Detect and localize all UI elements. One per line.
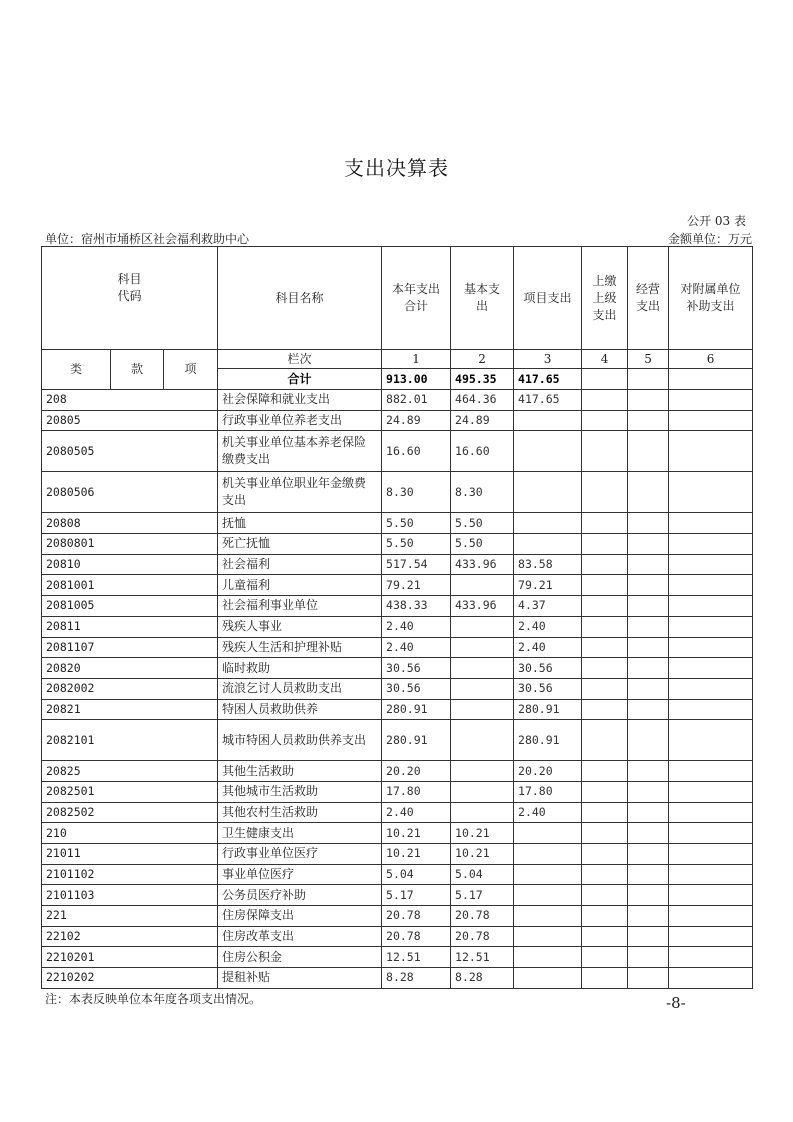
empty-cell	[669, 947, 753, 968]
header-lei: 类	[42, 350, 111, 390]
project-cell	[514, 968, 582, 989]
total-cell: 517.54	[382, 554, 451, 575]
empty-cell	[669, 906, 753, 927]
empty-cell	[628, 823, 669, 844]
name-cell: 社会福利	[218, 554, 382, 575]
empty-cell	[669, 390, 753, 411]
project-cell: 17.80	[514, 781, 582, 802]
total-basic: 495.35	[451, 369, 514, 390]
project-cell	[514, 906, 582, 927]
code-cell: 2081107	[42, 637, 218, 658]
total-cell: 20.20	[382, 761, 451, 782]
code-cell: 2210202	[42, 968, 218, 989]
empty-cell	[582, 678, 628, 699]
total-label: 合计	[218, 369, 382, 390]
empty-cell	[582, 947, 628, 968]
project-cell: 2.40	[514, 802, 582, 823]
project-cell: 79.21	[514, 575, 582, 596]
empty-cell	[628, 802, 669, 823]
project-cell: 417.65	[514, 390, 582, 411]
empty-cell	[628, 637, 669, 658]
empty-cell	[582, 390, 628, 411]
project-cell	[514, 410, 582, 431]
name-cell: 社会保障和就业支出	[218, 390, 382, 411]
basic-cell	[451, 761, 514, 782]
col-num: 1	[382, 350, 451, 369]
empty-cell	[669, 864, 753, 885]
table-row	[42, 844, 753, 865]
table-row	[42, 678, 753, 699]
basic-cell	[451, 678, 514, 699]
empty-cell	[582, 616, 628, 637]
empty-cell	[582, 513, 628, 534]
empty-cell	[628, 616, 669, 637]
empty-cell	[669, 596, 753, 617]
empty-cell	[582, 410, 628, 431]
empty-cell	[628, 864, 669, 885]
name-cell: 机关事业单位职业年金缴费支出	[218, 472, 382, 513]
empty-cell	[628, 885, 669, 906]
name-cell: 住房保障支出	[218, 906, 382, 927]
code-cell: 210	[42, 823, 218, 844]
name-cell: 提租补贴	[218, 968, 382, 989]
code-cell: 22102	[42, 926, 218, 947]
code-cell: 20810	[42, 554, 218, 575]
total-cell: 8.30	[382, 472, 451, 513]
empty-cell	[628, 554, 669, 575]
empty-cell	[669, 431, 753, 472]
basic-cell: 433.96	[451, 596, 514, 617]
code-cell: 2082101	[42, 720, 218, 761]
name-cell: 其他农村生活救助	[218, 802, 382, 823]
total-cell: 24.89	[382, 410, 451, 431]
name-cell: 卫生健康支出	[218, 823, 382, 844]
col-num: 6	[669, 350, 753, 369]
total-cell: 280.91	[382, 699, 451, 720]
header-subsidy: 对附属单位 补助支出	[669, 247, 753, 350]
empty-cell	[669, 410, 753, 431]
empty-cell	[582, 431, 628, 472]
table-row	[42, 802, 753, 823]
project-cell: 2.40	[514, 637, 582, 658]
empty-cell	[669, 761, 753, 782]
header-basic: 基本支 出	[451, 247, 514, 350]
total-cell: 30.56	[382, 658, 451, 679]
basic-cell	[451, 658, 514, 679]
basic-cell	[451, 616, 514, 637]
empty-cell	[669, 781, 753, 802]
empty-cell	[582, 637, 628, 658]
basic-cell: 10.21	[451, 823, 514, 844]
col-num: 5	[628, 350, 669, 369]
empty-cell	[628, 431, 669, 472]
name-cell: 社会福利事业单位	[218, 596, 382, 617]
code-cell: 2082002	[42, 678, 218, 699]
total-cell: 16.60	[382, 431, 451, 472]
total-cell: 882.01	[382, 390, 451, 411]
name-cell: 其他生活救助	[218, 761, 382, 782]
table-row	[42, 390, 753, 411]
total-cell: 20.78	[382, 926, 451, 947]
col-num: 3	[514, 350, 582, 369]
basic-cell: 464.36	[451, 390, 514, 411]
empty-cell	[582, 802, 628, 823]
basic-cell: 5.50	[451, 534, 514, 555]
empty-cell	[628, 390, 669, 411]
table-row	[42, 885, 753, 906]
project-cell	[514, 823, 582, 844]
name-cell: 死亡抚恤	[218, 534, 382, 555]
name-cell: 临时救助	[218, 658, 382, 679]
empty-cell	[669, 823, 753, 844]
empty-cell	[669, 637, 753, 658]
name-cell: 儿童福利	[218, 575, 382, 596]
table-row	[42, 534, 753, 555]
project-cell	[514, 513, 582, 534]
empty-cell	[582, 761, 628, 782]
basic-cell: 5.04	[451, 864, 514, 885]
form-number: 公开 03 表	[687, 214, 746, 228]
empty-cell	[582, 823, 628, 844]
code-cell: 2082502	[42, 802, 218, 823]
empty-cell	[582, 926, 628, 947]
code-cell: 2210201	[42, 947, 218, 968]
empty-cell	[582, 844, 628, 865]
basic-cell: 8.30	[451, 472, 514, 513]
table-row	[42, 410, 753, 431]
header-name: 科目名称	[218, 247, 382, 350]
total-cell: 2.40	[382, 637, 451, 658]
table-row	[42, 781, 753, 802]
project-cell	[514, 947, 582, 968]
name-cell: 行政事业单位医疗	[218, 844, 382, 865]
empty-cell	[669, 575, 753, 596]
empty-cell	[582, 720, 628, 761]
table-row	[42, 823, 753, 844]
project-cell: 4.37	[514, 596, 582, 617]
basic-cell	[451, 720, 514, 761]
empty-cell	[628, 596, 669, 617]
project-cell: 280.91	[514, 720, 582, 761]
total-project: 417.65	[514, 369, 582, 390]
project-cell: 30.56	[514, 678, 582, 699]
basic-cell	[451, 575, 514, 596]
empty-cell	[628, 968, 669, 989]
total-cell: 10.21	[382, 844, 451, 865]
empty-cell	[669, 968, 753, 989]
empty-cell	[582, 781, 628, 802]
header-code: 科目 代码	[42, 247, 218, 350]
total-cell: 79.21	[382, 575, 451, 596]
total-cell: 30.56	[382, 678, 451, 699]
basic-cell: 12.51	[451, 947, 514, 968]
empty-cell	[628, 844, 669, 865]
project-cell	[514, 534, 582, 555]
project-cell: 20.20	[514, 761, 582, 782]
header-xiang: 项	[164, 350, 218, 390]
empty-cell	[669, 885, 753, 906]
table-row	[42, 513, 753, 534]
empty-cell	[582, 885, 628, 906]
project-cell: 83.58	[514, 554, 582, 575]
total-cell: 5.50	[382, 513, 451, 534]
code-cell: 2080506	[42, 472, 218, 513]
table-row	[42, 575, 753, 596]
unit-label: 单位：宿州市埇桥区社会福利救助中心	[45, 232, 250, 246]
name-cell: 行政事业单位养老支出	[218, 410, 382, 431]
basic-cell	[451, 802, 514, 823]
empty-cell	[669, 720, 753, 761]
table-row	[42, 658, 753, 679]
table-row	[42, 616, 753, 637]
total-cell: 5.17	[382, 885, 451, 906]
name-cell: 事业单位医疗	[218, 864, 382, 885]
name-cell: 城市特困人员救助供养支出	[218, 720, 382, 761]
empty-cell	[582, 968, 628, 989]
table-row	[42, 596, 753, 617]
name-cell: 残疾人事业	[218, 616, 382, 637]
basic-cell	[451, 699, 514, 720]
empty-cell	[582, 699, 628, 720]
empty-cell	[628, 472, 669, 513]
page-number: -8-	[666, 994, 686, 1012]
empty-cell	[582, 554, 628, 575]
project-cell	[514, 844, 582, 865]
empty-cell	[628, 575, 669, 596]
total-cell: 17.80	[382, 781, 451, 802]
empty-cell	[582, 575, 628, 596]
code-cell: 2081001	[42, 575, 218, 596]
empty-cell	[669, 513, 753, 534]
table-row	[42, 699, 753, 720]
code-cell: 20808	[42, 513, 218, 534]
empty-cell	[582, 472, 628, 513]
name-cell: 特困人员救助供养	[218, 699, 382, 720]
empty-cell	[669, 802, 753, 823]
table-row	[42, 431, 753, 472]
name-cell: 公务员医疗补助	[218, 885, 382, 906]
empty-cell	[582, 864, 628, 885]
header-business: 经营 支出	[628, 247, 669, 350]
code-cell: 21011	[42, 844, 218, 865]
empty-cell	[669, 658, 753, 679]
empty-cell	[628, 534, 669, 555]
header-total: 本年支出 合计	[382, 247, 451, 350]
name-cell: 流浪乞讨人员救助支出	[218, 678, 382, 699]
empty-cell	[669, 844, 753, 865]
table-row	[42, 968, 753, 989]
table-row	[42, 761, 753, 782]
empty-cell	[628, 781, 669, 802]
page-title: 支出决算表	[344, 156, 449, 180]
empty-cell	[669, 678, 753, 699]
empty-cell	[669, 616, 753, 637]
money-unit: 金额单位：万元	[667, 232, 752, 246]
empty-cell	[628, 947, 669, 968]
total-cell: 12.51	[382, 947, 451, 968]
code-cell: 20805	[42, 410, 218, 431]
table-row	[42, 926, 753, 947]
total-cell: 438.33	[382, 596, 451, 617]
table-row	[42, 637, 753, 658]
code-cell: 2101103	[42, 885, 218, 906]
total-cell: 2.40	[382, 802, 451, 823]
basic-cell	[451, 637, 514, 658]
total-cell: 280.91	[382, 720, 451, 761]
total-cell: 2.40	[382, 616, 451, 637]
footnote: 注：本表反映单位本年度各项支出情况。	[45, 992, 262, 1006]
code-cell: 208	[42, 390, 218, 411]
header-lanci: 栏次	[218, 350, 382, 369]
empty-cell	[628, 410, 669, 431]
empty-cell	[628, 720, 669, 761]
basic-cell: 5.17	[451, 885, 514, 906]
expenditure-table	[41, 246, 753, 989]
code-cell: 20820	[42, 658, 218, 679]
basic-cell: 5.50	[451, 513, 514, 534]
code-cell: 2082501	[42, 781, 218, 802]
table-row	[42, 472, 753, 513]
empty-cell	[582, 534, 628, 555]
basic-cell	[451, 781, 514, 802]
empty-cell	[582, 906, 628, 927]
basic-cell: 10.21	[451, 844, 514, 865]
table-row	[42, 947, 753, 968]
basic-cell: 433.96	[451, 554, 514, 575]
empty-cell	[669, 926, 753, 947]
name-cell: 机关事业单位基本养老保险缴费支出	[218, 431, 382, 472]
empty-cell	[628, 658, 669, 679]
project-cell: 2.40	[514, 616, 582, 637]
table-row	[42, 554, 753, 575]
empty-cell	[582, 658, 628, 679]
basic-cell: 16.60	[451, 431, 514, 472]
empty-cell	[628, 513, 669, 534]
basic-cell: 8.28	[451, 968, 514, 989]
col-num: 4	[582, 350, 628, 369]
total-cell: 10.21	[382, 823, 451, 844]
total-cell: 5.50	[382, 534, 451, 555]
project-cell	[514, 926, 582, 947]
name-cell: 住房改革支出	[218, 926, 382, 947]
name-cell: 抚恤	[218, 513, 382, 534]
table-row	[42, 864, 753, 885]
total-cell: 8.28	[382, 968, 451, 989]
empty-cell	[628, 926, 669, 947]
code-cell: 20811	[42, 616, 218, 637]
total-amount: 913.00	[382, 369, 451, 390]
table-row	[42, 720, 753, 761]
empty-cell	[582, 596, 628, 617]
name-cell: 其他城市生活救助	[218, 781, 382, 802]
code-cell: 2101102	[42, 864, 218, 885]
code-cell: 2080505	[42, 431, 218, 472]
code-cell: 20825	[42, 761, 218, 782]
header-upper: 上缴 上级 支出	[582, 247, 628, 350]
total-cell: 5.04	[382, 864, 451, 885]
basic-cell: 20.78	[451, 906, 514, 927]
table-row	[42, 906, 753, 927]
col-num: 2	[451, 350, 514, 369]
code-cell: 2080801	[42, 534, 218, 555]
total-cell: 20.78	[382, 906, 451, 927]
empty-cell	[669, 554, 753, 575]
project-cell	[514, 431, 582, 472]
empty-cell	[669, 699, 753, 720]
empty-cell	[669, 534, 753, 555]
name-cell: 残疾人生活和护理补贴	[218, 637, 382, 658]
code-cell: 221	[42, 906, 218, 927]
project-cell	[514, 864, 582, 885]
code-cell: 2081005	[42, 596, 218, 617]
basic-cell: 24.89	[451, 410, 514, 431]
project-cell: 30.56	[514, 658, 582, 679]
code-cell: 20821	[42, 699, 218, 720]
project-cell: 280.91	[514, 699, 582, 720]
header-project: 项目支出	[514, 247, 582, 350]
empty-cell	[628, 761, 669, 782]
name-cell: 住房公积金	[218, 947, 382, 968]
empty-cell	[669, 472, 753, 513]
header-kuan: 款	[111, 350, 164, 390]
empty-cell	[628, 906, 669, 927]
project-cell	[514, 472, 582, 513]
project-cell	[514, 885, 582, 906]
empty-cell	[628, 678, 669, 699]
empty-cell	[628, 699, 669, 720]
basic-cell: 20.78	[451, 926, 514, 947]
